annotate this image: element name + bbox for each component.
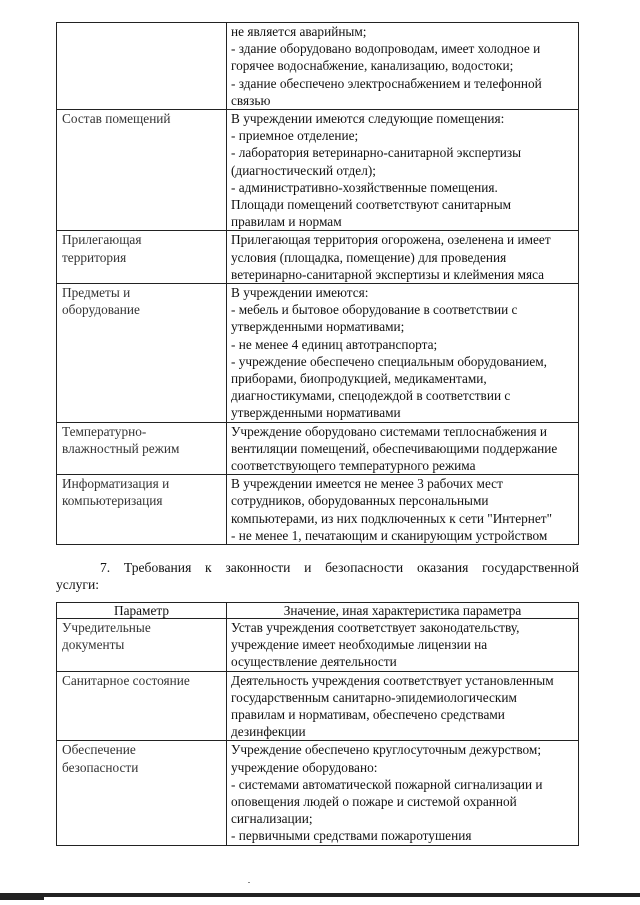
value-text-line: учреждение оборудовано: — [231, 759, 378, 775]
param-text-line: Температурно- — [62, 423, 147, 439]
param-cell — [57, 284, 227, 423]
param-text-line: Обеспечение — [62, 742, 136, 758]
table-header-row — [57, 603, 579, 619]
param-text-line: документы — [62, 637, 125, 653]
param-cell — [57, 475, 227, 545]
table-row — [57, 422, 579, 475]
table-body — [57, 619, 579, 846]
value-text-line: Учреждение обеспечено круглосуточным дежурством; — [231, 742, 542, 758]
value-text-line: правилам и нормативам, обеспечено средствами — [231, 707, 505, 723]
value-text-line: учреждение имеет необходимые лицензии на — [231, 637, 488, 653]
value-text-line: В учреждении имеется не менее 3 рабочих мест — [231, 476, 503, 492]
scan-speck — [248, 882, 250, 883]
table-row — [57, 23, 579, 110]
value-cell — [227, 741, 579, 845]
param-text-line: Предметы и — [62, 285, 131, 301]
param-cell — [57, 741, 227, 845]
value-text-line: - здание обеспечено электроснабжением и телефонной — [231, 75, 542, 91]
section-7-heading — [56, 559, 579, 593]
value-text-line: (диагностический отдел); — [231, 162, 376, 178]
value-text-line: - учреждение обеспечено специальным оборудованием, — [231, 353, 547, 369]
value-text-line: приборами, биопродукцией, медикаментами, — [231, 371, 487, 387]
param-text-line: Санитарное состояние — [62, 672, 190, 688]
value-text-line: условия (площадка, помещение) для проведения — [231, 249, 507, 265]
value-text-line: дезинфекции — [231, 724, 306, 740]
value-text-line: осуществление деятельности — [231, 654, 397, 670]
scan-bottom-edge-mark — [0, 897, 44, 900]
value-cell — [227, 23, 579, 110]
value-cell — [227, 284, 579, 423]
value-text-line: диагностикумами, спецодеждой в соответствии с — [231, 388, 511, 404]
value-text-line: В учреждении имеются следующие помещения: — [231, 111, 505, 127]
param-text-line: территория — [62, 249, 127, 265]
value-cell — [227, 475, 579, 545]
param-cell — [57, 422, 227, 475]
value-text-line: - административно-хозяйственные помещения. — [231, 179, 498, 195]
value-cell — [227, 671, 579, 741]
table-row — [57, 619, 579, 672]
table-row — [57, 284, 579, 423]
value-text-line: правилам и нормам — [231, 214, 342, 230]
value-text-line: Прилегающая территория огорожена, озеленена и имеет — [231, 232, 551, 248]
value-text-line: В учреждении имеются: — [231, 285, 369, 301]
value-text-line: - мебель и бытовое оборудование в соответствии с — [231, 302, 518, 318]
param-cell — [57, 110, 227, 231]
value-cell — [227, 231, 579, 284]
param-cell — [57, 671, 227, 741]
value-text-line: - не менее 1, печатающим и сканирующим устройством — [231, 527, 548, 543]
table-row — [57, 671, 579, 741]
value-text-line: оповещения людей о пожаре и системой охранной — [231, 794, 517, 810]
column-header-value: Значение, иная характеристика параметра — [227, 603, 579, 619]
section-7-heading-line1: 7. Требования к законности и безопасности оказания государственной — [100, 560, 579, 575]
value-cell — [227, 422, 579, 475]
legality-safety-table — [56, 602, 579, 846]
value-text-line: государственным санитарно-эпидемиологическим — [231, 689, 517, 705]
value-text-line: не является аварийным; — [231, 24, 367, 39]
param-text-line: Состав помещений — [62, 111, 171, 127]
value-text-line: утвержденными нормативами — [231, 405, 401, 421]
column-header-param: Параметр — [57, 603, 227, 619]
value-text-line: ветеринарно-санитарной экспертизы и клеймения мяса — [231, 266, 545, 282]
value-text-line: соответствующего температурного режима — [231, 458, 476, 474]
requirements-table-continued — [56, 22, 579, 545]
param-cell — [57, 619, 227, 672]
table-row — [57, 231, 579, 284]
param-text-line: компьютеризация — [62, 493, 163, 509]
value-text-line: - системами автоматической пожарной сигнализации и — [231, 776, 543, 792]
value-text-line: горячее водоснабжение, канализацию, водостоки; — [231, 58, 514, 74]
value-text-line: Учреждение оборудовано системами теплоснабжения и — [231, 423, 548, 439]
param-text-line: безопасности — [62, 759, 139, 775]
value-text-line: Устав учреждения соответствует законодательству, — [231, 620, 520, 635]
param-text-line: Информатизация и — [62, 476, 170, 492]
value-text-line: компьютерами, из них подключенных к сети "Интернет" — [231, 510, 553, 526]
value-text-line: сотрудников, оборудованных персональными — [231, 493, 489, 509]
value-text-line: Площади помещений соответствуют санитарным — [231, 197, 512, 213]
value-text-line: Деятельность учреждения соответствует установленным — [231, 672, 554, 688]
param-cell — [57, 231, 227, 284]
value-cell — [227, 619, 579, 672]
param-text-line: Учредительные — [62, 620, 151, 635]
param-text-line: влажностный режим — [62, 440, 180, 456]
value-text-line: утвержденными нормативами; — [231, 319, 405, 335]
value-text-line: - приемное отделение; — [231, 128, 359, 144]
table-body — [57, 23, 579, 545]
table-row — [57, 110, 579, 231]
param-text-line: оборудование — [62, 302, 140, 318]
value-cell — [227, 110, 579, 231]
value-text-line: сигнализации; — [231, 811, 313, 827]
value-text-line: - лаборатория ветеринарно-санитарной экспертизы — [231, 145, 522, 161]
scan-bottom-edge — [0, 893, 640, 897]
value-text-line: связью — [231, 92, 271, 108]
param-text-line: Прилегающая — [62, 232, 142, 248]
param-cell — [57, 23, 227, 110]
table-row — [57, 741, 579, 845]
value-text-line: вентиляции помещений, обеспечивающими поддержание — [231, 440, 558, 456]
table-row — [57, 475, 579, 545]
value-text-line: - первичными средствами пожаротушения — [231, 828, 472, 844]
value-text-line: - не менее 4 единиц автотранспорта; — [231, 336, 438, 352]
section-7-heading-line2: услуги: — [56, 577, 100, 592]
value-text-line: - здание оборудовано водопроводам, имеет холодное и — [231, 41, 541, 57]
